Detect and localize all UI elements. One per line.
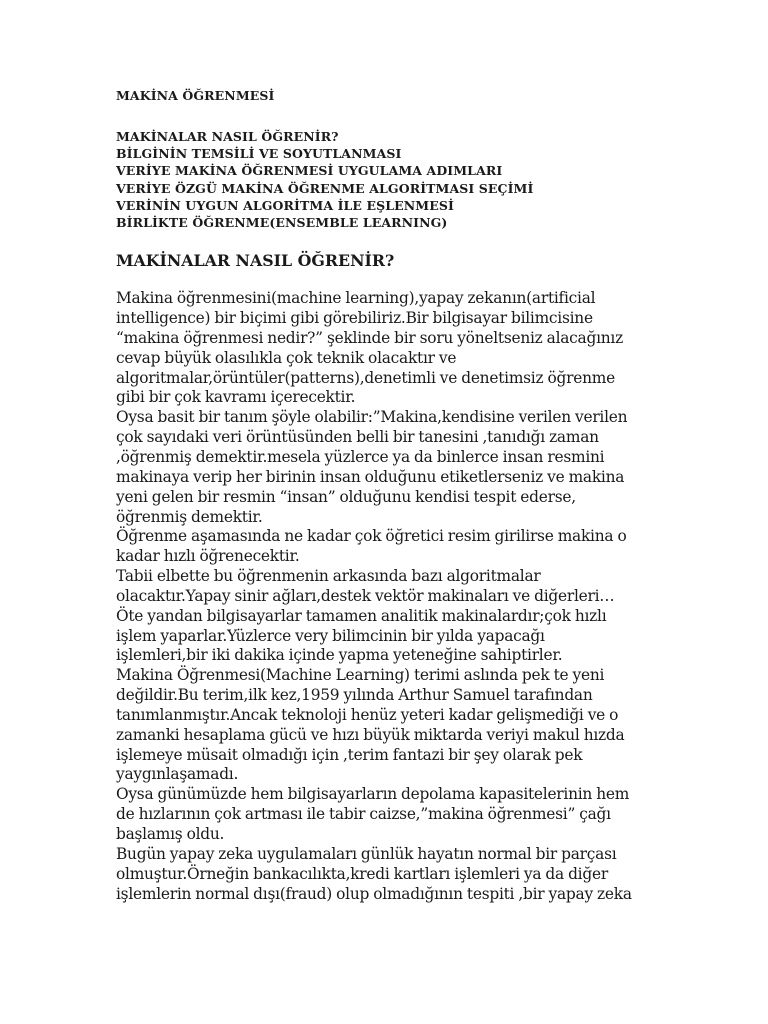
body-line: Tabii elbette bu öğrenmenin arkasında bazı algoritmalar <box>116 567 541 586</box>
toc-item: MAKİNALAR NASIL ÖĞRENİR? <box>116 129 339 144</box>
body-line: yeni gelen bir resmin “insan” olduğunu kendisi tespit ederse, <box>116 487 576 506</box>
section-heading: MAKİNALAR NASIL ÖĞRENİR? <box>116 251 395 271</box>
body-line: olacaktır.Yapay sinir ağları,destek vektör makinaları ve diğerleri… <box>116 586 615 605</box>
body-line: Öğrenme aşamasında ne kadar çok öğretici resim girilirse makina o <box>116 527 627 546</box>
document-page <box>116 88 656 904</box>
body-line: işlemlerin normal dışı(fraud) olup olmadığının tespiti ,bir yapay zeka <box>116 884 632 903</box>
body-line: makinaya verip her birinin insan olduğunu etiketlerseniz ve makina <box>116 467 625 486</box>
body-line: yaygınlaşamadı. <box>116 765 239 784</box>
body-line: işlemleri,bir iki dakika içinde yapma yeteneğine sahiptirler. <box>116 646 563 665</box>
body-line: kadar hızlı öğrenecektir. <box>116 547 300 566</box>
toc-item: BİLGİNİN TEMSİLİ VE SOYUTLANMASI <box>116 146 402 162</box>
body-line: değildir.Bu terim,ilk kez,1959 yılında Arthur Samuel tarafından <box>116 686 593 705</box>
table-of-contents <box>116 128 656 231</box>
body-line: de hızlarının çok artması ile tabir caizse,”makina öğrenmesi” çağı <box>116 805 611 824</box>
toc-item: VERİNİN UYGUN ALGORİTMA İLE EŞLENMESİ <box>116 197 454 213</box>
body-line: Bugün yapay zeka uygulamaları günlük hayatın normal bir parçası <box>116 844 617 863</box>
body-text <box>116 289 656 904</box>
body-line: işlemeye müsait olmadığı için ,terim fantazi bir şey olarak pek <box>116 745 583 764</box>
body-line: “makina öğrenmesi nedir?” şeklinde bir soru yöneltseniz alacağınız <box>116 328 623 347</box>
toc-item: VERİYE MAKİNA ÖĞRENMESİ UYGULAMA ADIMLARI <box>116 163 503 179</box>
body-line: işlem yaparlar.Yüzlerce very bilimcinin bir yılda yapacağı <box>116 626 545 645</box>
body-line: öğrenmiş demektir. <box>116 507 263 526</box>
body-line: olmuştur.Örneğin bankacılıkta,kredi kartları işlemleri ya da diğer <box>116 864 608 883</box>
body-line: tanımlanmıştır.Ancak teknoloji henüz yeteri kadar gelişmediği ve o <box>116 705 619 724</box>
body-line: başlamış oldu. <box>116 825 225 843</box>
body-line: Makina öğrenmesini(machine learning),yapay zekanın(artificial <box>116 289 596 308</box>
body-line: Öte yandan bilgisayarlar tamamen analitik makinalardır;çok hızlı <box>116 606 607 625</box>
body-line: Oysa günümüzde hem bilgisayarların depolama kapasitelerinin hem <box>116 785 630 804</box>
body-line: intelligence) bir biçimi gibi görebiliriz.Bir bilgisayar bilimcisine <box>116 309 593 328</box>
body-line: Makina Öğrenmesi(Machine Learning) terimi aslında pek te yeni <box>116 666 605 685</box>
toc-item: VERİYE ÖZGÜ MAKİNA ÖĞRENME ALGORİTMASI SEÇİMİ <box>116 180 534 196</box>
body-line: cevap büyük olasılıkla çok teknik olacaktır ve <box>116 348 457 367</box>
body-line: ,öğrenmiş demektir.mesela yüzlerce ya da binlerce insan resmini <box>116 447 605 466</box>
body-line: zamanki hesaplama gücü ve hızı büyük miktarda veriyi makul hızda <box>116 725 625 744</box>
document-title: MAKİNA ÖĞRENMESİ <box>116 88 275 103</box>
body-line: algoritmalar,örüntüler(patterns),denetimli ve denetimsiz öğrenme <box>116 368 615 387</box>
body-line: çok sayıdaki veri örüntüsünden belli bir tanesini ,tanıdığı zaman <box>116 428 599 447</box>
body-line: Oysa basit bir tanım şöyle olabilir:”Makina,kendisine verilen verilen <box>116 408 628 427</box>
toc-item: BİRLİKTE ÖĞRENME(ENSEMBLE LEARNING) <box>116 215 448 231</box>
body-line: gibi bir çok kavramı içerecektir. <box>116 388 356 407</box>
